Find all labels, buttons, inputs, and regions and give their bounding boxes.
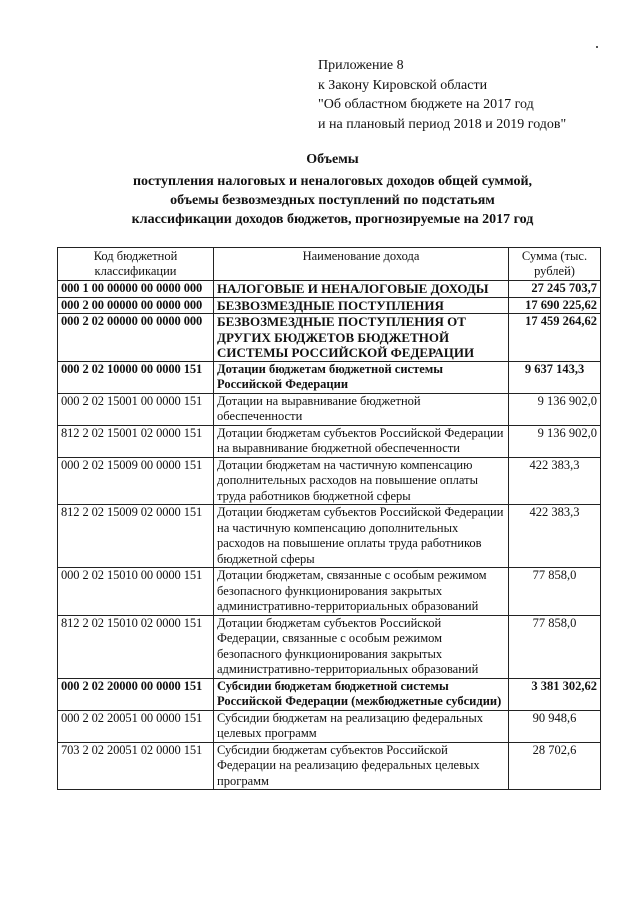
row-sum: 422 383,3 (509, 457, 601, 505)
table-row (58, 710, 601, 742)
table-row (58, 568, 601, 616)
appendix-line-1: Приложение 8 (318, 58, 404, 73)
title-line-3: объемы безвозмездных поступлений по подстатьям (170, 193, 495, 208)
title-line-1: Объемы (306, 152, 359, 167)
row-code: 812 2 02 15001 02 0000 151 (58, 425, 214, 457)
row-code: 703 2 02 20051 02 0000 151 (58, 742, 214, 790)
table-row (58, 615, 601, 678)
row-code: 000 1 00 00000 00 0000 000 (58, 281, 214, 298)
row-name: Дотации бюджетам субъектов Российской Федерации, связанные с особым режимом безопасного функционирования закрытых административно-территориальных образований (214, 615, 509, 678)
title-line-2: поступления налоговых и неналоговых доходов общей суммой, (132, 174, 533, 189)
header-code: Код бюджетной классификации (58, 248, 214, 281)
row-code: 000 2 02 15010 00 0000 151 (58, 568, 214, 616)
row-sum: 77 858,0 (509, 568, 601, 616)
row-name: Дотации бюджетам бюджетной системы Российской Федерации (214, 361, 509, 393)
row-sum: 17 459 264,62 (509, 314, 601, 362)
row-name: Дотации на выравнивание бюджетной обеспеченности (214, 393, 509, 425)
row-name: Субсидии бюджетам субъектов Российской Федерации на реализацию федеральных целевых программ (214, 742, 509, 790)
row-name: Дотации бюджетам субъектов Российской Федерации на выравнивание бюджетной обеспеченности (214, 425, 509, 457)
row-code: 000 2 02 15001 00 0000 151 (58, 393, 214, 425)
row-sum: 9 637 143,3 (509, 361, 601, 393)
header-sum: Сумма (тыс. рублей) (509, 248, 601, 281)
revenue-table (57, 247, 601, 790)
row-sum: 3 381 302,62 (509, 678, 601, 710)
row-sum: 27 245 703,7 (509, 281, 601, 298)
row-name: Субсидии бюджетам бюджетной системы Российской Федерации (межбюджетные субсидии) (214, 678, 509, 710)
row-code: 812 2 02 15009 02 0000 151 (58, 505, 214, 568)
table-row (58, 678, 601, 710)
document-title (60, 150, 605, 229)
table-row (58, 425, 601, 457)
table-row (58, 297, 601, 314)
row-code: 000 2 02 00000 00 0000 000 (58, 314, 214, 362)
appendix-line-4: и на плановый период 2018 и 2019 годов" (318, 116, 567, 132)
row-code: 000 2 02 20051 00 0000 151 (58, 710, 214, 742)
row-sum: 90 948,6 (509, 710, 601, 742)
row-name: Дотации бюджетам на частичную компенсацию дополнительных расходов на повышение оплаты труда работников бюджетной сферы (214, 457, 509, 505)
appendix-header (318, 56, 618, 134)
table-row (58, 457, 601, 505)
row-code: 000 2 00 00000 00 0000 000 (58, 297, 214, 314)
row-name: Дотации бюджетам, связанные с особым режимом безопасного функционирования закрытых административно-территориальных образований (214, 568, 509, 616)
row-name: НАЛОГОВЫЕ И НЕНАЛОГОВЫЕ ДОХОДЫ (214, 281, 509, 298)
row-name: БЕЗВОЗМЕЗДНЫЕ ПОСТУПЛЕНИЯ ОТ ДРУГИХ БЮДЖЕТОВ БЮДЖЕТНОЙ СИСТЕМЫ РОССИЙСКОЙ ФЕДЕРАЦИИ (214, 314, 509, 362)
table-row (58, 505, 601, 568)
title-line-4: классификации доходов бюджетов, прогнозируемые на 2017 год (131, 212, 534, 227)
row-code: 000 2 02 10000 00 0000 151 (58, 361, 214, 393)
row-sum: 9 136 902,0 (509, 425, 601, 457)
row-sum: 9 136 902,0 (509, 393, 601, 425)
row-name: Субсидии бюджетам на реализацию федеральных целевых программ (214, 710, 509, 742)
row-sum: 17 690 225,62 (509, 297, 601, 314)
table-header-row (58, 248, 601, 281)
table-row (58, 314, 601, 362)
appendix-line-3: "Об областном бюджете на 2017 год (318, 97, 534, 112)
table-row (58, 742, 601, 790)
row-code: 000 2 02 20000 00 0000 151 (58, 678, 214, 710)
row-name: БЕЗВОЗМЕЗДНЫЕ ПОСТУПЛЕНИЯ (214, 297, 509, 314)
table-row (58, 361, 601, 393)
header-name: Наименование дохода (214, 248, 509, 281)
row-sum: 77 858,0 (509, 615, 601, 678)
row-code: 812 2 02 15010 02 0000 151 (58, 615, 214, 678)
appendix-line-2: к Закону Кировской области (318, 77, 488, 93)
row-sum: 422 383,3 (509, 505, 601, 568)
row-sum: 28 702,6 (509, 742, 601, 790)
scan-speck (596, 46, 598, 48)
table-row (58, 393, 601, 425)
table-row (58, 281, 601, 298)
row-code: 000 2 02 15009 00 0000 151 (58, 457, 214, 505)
row-name: Дотации бюджетам субъектов Российской Федерации на частичную компенсацию дополнительных расходов на повышение оплаты труда работников бюджетной сферы (214, 505, 509, 568)
